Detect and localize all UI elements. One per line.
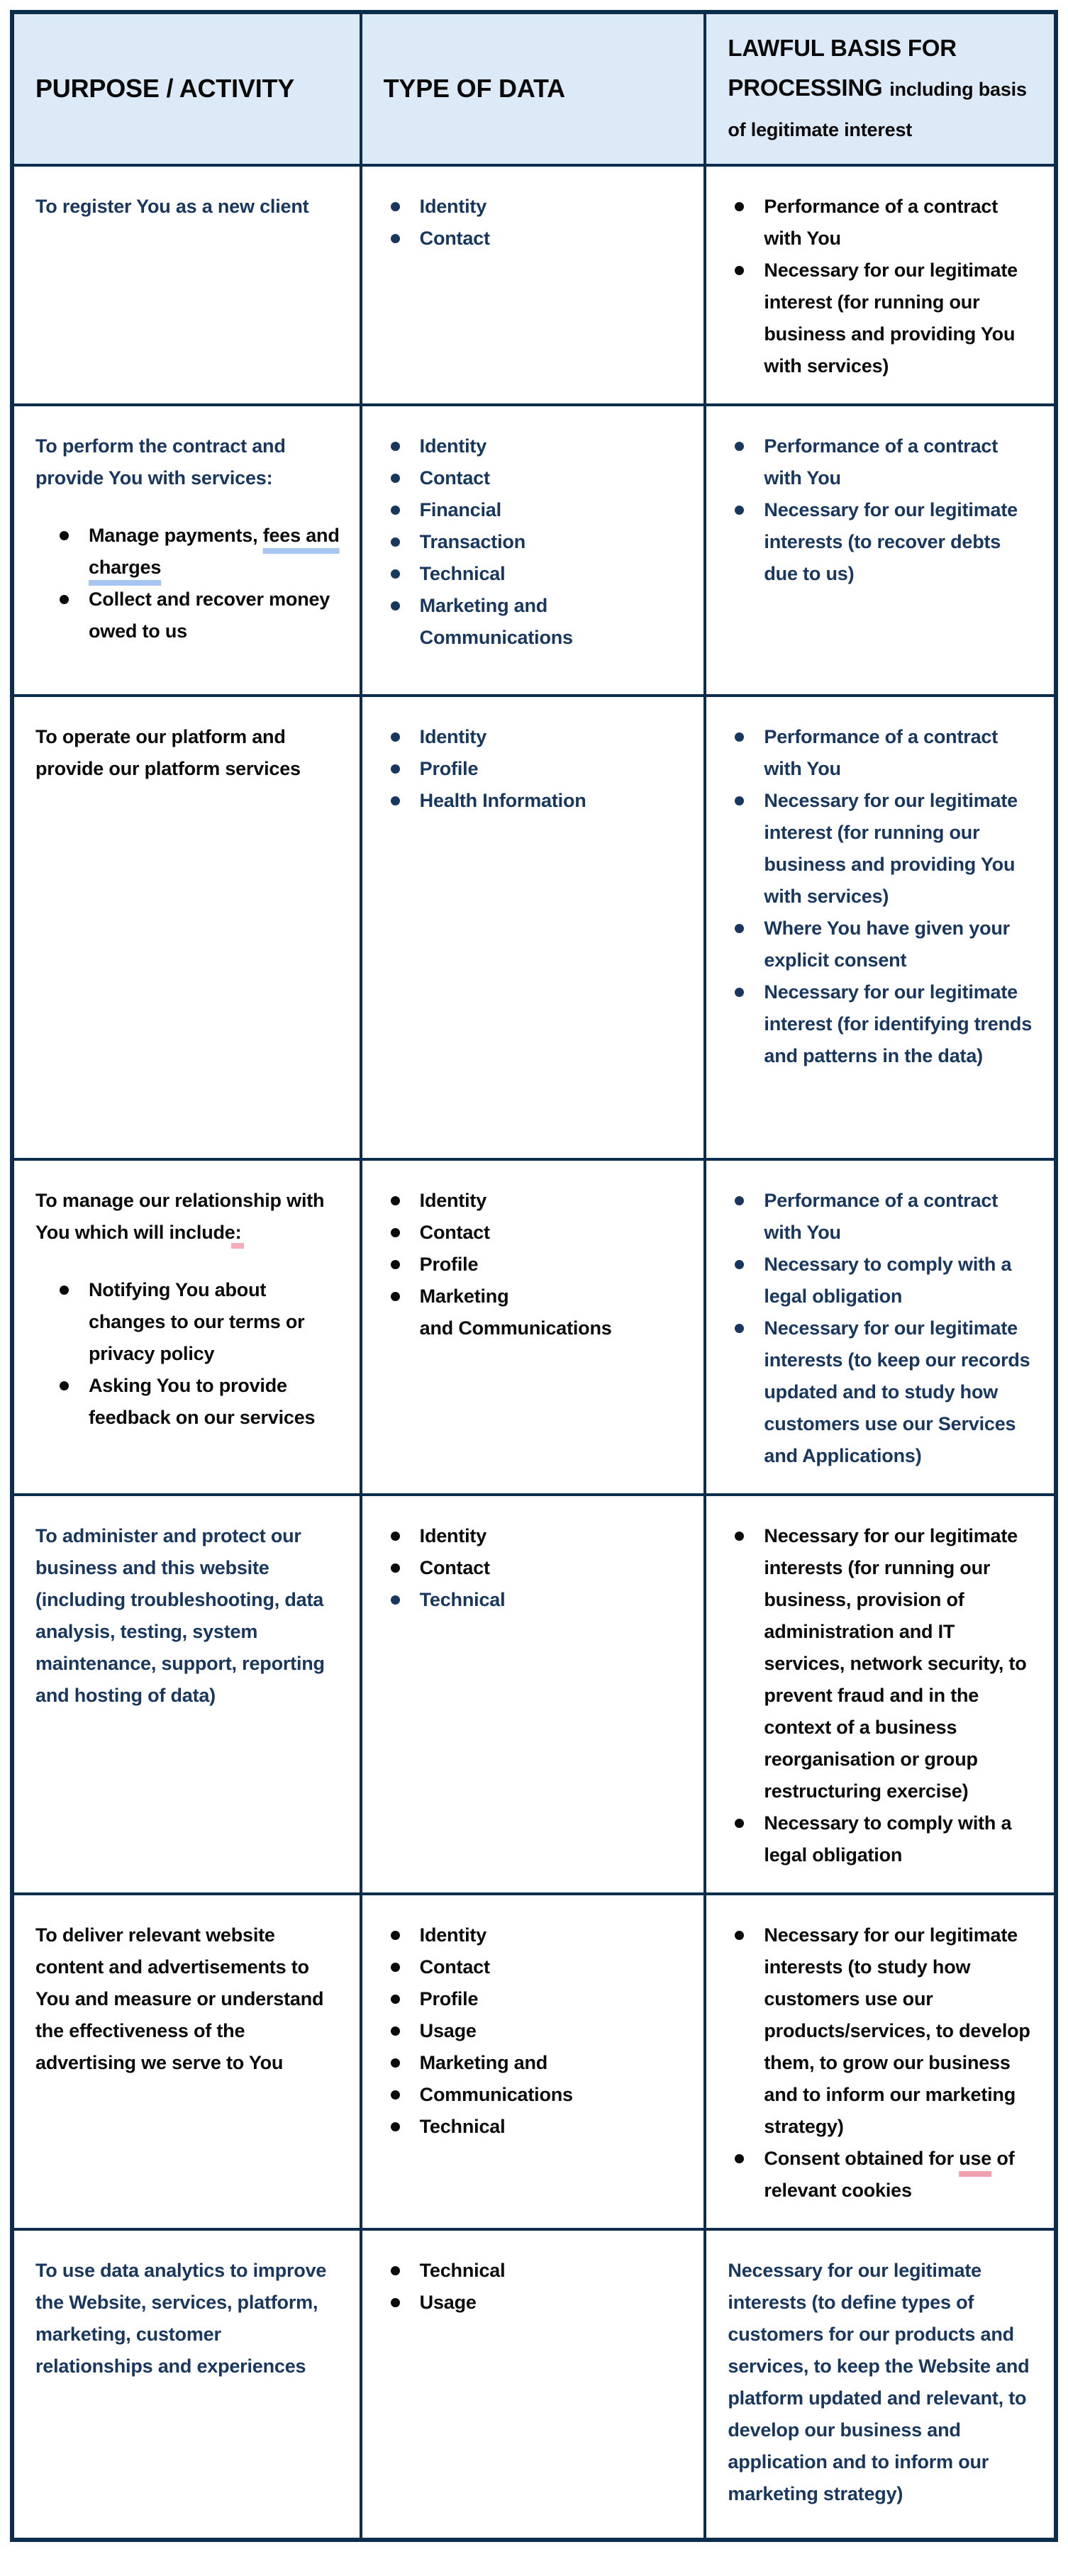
list-item [391, 1552, 687, 1584]
type-of-data-cell [361, 405, 706, 696]
bullet-icon [391, 234, 400, 243]
header-type-of-data [361, 12, 706, 165]
text-run: Identity [419, 726, 487, 747]
table-row [12, 165, 1056, 405]
text-run: Contact [419, 1557, 490, 1578]
bullet-icon [391, 474, 400, 483]
text-run: Marketing and Communications [419, 1286, 612, 1339]
type-of-data-cell [361, 1495, 706, 1894]
list-item [60, 1370, 343, 1434]
text-run: Performance of a contract with You [764, 435, 998, 489]
list-item-text [420, 1185, 687, 1217]
bullet-icon [391, 506, 400, 515]
bullet-list [384, 1520, 687, 1616]
text-run: of relevant cookies [764, 2148, 1015, 2201]
bullet-list [384, 2255, 687, 2319]
table-row [12, 1894, 1056, 2229]
bullet-list [384, 721, 687, 817]
purpose-cell [12, 1894, 361, 2229]
bullet-icon [391, 2058, 400, 2068]
list-item [391, 2255, 687, 2287]
list-item-text [420, 494, 687, 526]
purpose-cell [12, 1495, 361, 1894]
purpose-cell [12, 405, 361, 696]
list-item [391, 191, 687, 223]
list-item-text [420, 1281, 687, 1344]
text-run: Financial [419, 499, 501, 520]
text-run: Transaction [419, 531, 525, 552]
bullet-list [728, 1919, 1037, 2207]
type-of-data-cell [361, 2229, 706, 2540]
lawful-basis-cell [705, 1495, 1056, 1894]
list-item-text [420, 2255, 687, 2287]
type-of-data-cell [361, 1159, 706, 1495]
bullet-list [384, 1919, 687, 2143]
list-item-text [764, 255, 1037, 382]
list-item [735, 1312, 1037, 1472]
text-run: Performance of a contract with You [764, 726, 998, 779]
bullet-list [384, 430, 687, 654]
list-item [735, 1185, 1037, 1249]
text-run: Usage [419, 2020, 477, 2041]
text-run: Necessary for our legitimate interests (to study how customers use our products/services, to develop them, to grow our business and to inform our marketing strategy) [764, 1924, 1030, 2137]
list-item-text [89, 1370, 343, 1434]
bullet-list [728, 1185, 1037, 1472]
bullet-icon [391, 2090, 400, 2100]
list-item [391, 462, 687, 494]
text-run: Marketing and Communications [419, 595, 573, 648]
text-run: To perform the contract and provide You with services: [35, 435, 286, 489]
list-item [735, 976, 1037, 1072]
list-item [735, 721, 1037, 785]
purpose-cell [12, 696, 361, 1159]
list-item [391, 1951, 687, 1983]
bullet-icon [735, 202, 744, 211]
list-item-text [420, 430, 687, 462]
list-item [735, 1919, 1037, 2143]
text-run: Necessary for our legitimate interest (for identifying trends and patterns in the data) [764, 981, 1033, 1066]
bullet-icon [391, 537, 400, 547]
list-item [391, 494, 687, 526]
bullet-icon [735, 2154, 744, 2163]
list-item-text [764, 1312, 1037, 1472]
list-item-text [420, 2047, 687, 2079]
bullet-icon [60, 595, 69, 604]
text-run: To operate our platform and provide our platform services [35, 726, 301, 779]
bullet-icon [735, 506, 744, 515]
bullet-list [35, 1274, 343, 1434]
bullet-icon [735, 1196, 744, 1205]
header-purpose [12, 12, 361, 165]
list-item [735, 913, 1037, 976]
text-run: Profile [419, 1988, 479, 2009]
bullet-icon [391, 1532, 400, 1541]
table-row [12, 1159, 1056, 1495]
list-item [735, 430, 1037, 494]
text-run: use [959, 2148, 992, 2169]
list-item-text [420, 785, 687, 817]
list-item [391, 590, 687, 654]
list-item-text [420, 2287, 687, 2319]
text-run: Manage payments, [89, 525, 263, 546]
list-item-text [764, 494, 1037, 590]
list-item [391, 2111, 687, 2143]
bullet-list [728, 1520, 1037, 1871]
text-run: Identity [419, 1924, 487, 1946]
bullet-icon [391, 1292, 400, 1301]
text-run: Performance of a contract with You [764, 196, 998, 249]
text-run: Health Information [419, 790, 586, 811]
list-item [391, 1919, 687, 1951]
paragraph [35, 1919, 343, 2079]
bullet-icon [391, 1963, 400, 1972]
list-item-text [764, 191, 1037, 255]
bullet-list [728, 721, 1037, 1072]
bullet-list [35, 520, 343, 647]
text-run: fees and charges [89, 525, 340, 578]
paragraph [728, 2255, 1037, 2510]
text-run: Technical [419, 2116, 506, 2137]
list-item-text [420, 191, 687, 223]
list-item-text [764, 1185, 1037, 1249]
text-run: To administer and protect our business and this website (including troubleshooting, data analysis, testing, system maintenance, support, reporting and hosting of data) [35, 1525, 325, 1706]
text-run: Usage [419, 2292, 477, 2313]
list-item-text [89, 520, 343, 584]
table-row [12, 405, 1056, 696]
lawful-basis-cell [705, 1894, 1056, 2229]
bullet-icon [391, 1931, 400, 1940]
bullet-icon [735, 924, 744, 933]
text-run: Technical [419, 2260, 506, 2281]
bullet-icon [391, 2122, 400, 2131]
table-row [12, 696, 1056, 1159]
paragraph [35, 191, 343, 223]
bullet-icon [735, 442, 744, 451]
text-run: Necessary for our legitimate interests (for running our business, provision of administration and IT services, network security, to prevent fraud and in the context of a business reorganisation or group restructuring exercise) [764, 1525, 1027, 1802]
list-item-text [764, 721, 1037, 785]
list-item [391, 2287, 687, 2319]
list-item [391, 1281, 687, 1344]
list-item-text [420, 1552, 687, 1584]
list-item-text [420, 1919, 687, 1951]
lawful-basis-cell [705, 405, 1056, 696]
text-run: Necessary to comply with a legal obligation [764, 1254, 1012, 1307]
paragraph [35, 1520, 343, 1712]
table-body [12, 165, 1056, 2540]
text-run: Identity [419, 1190, 487, 1211]
list-item-text [420, 2111, 687, 2143]
bullet-list [728, 430, 1037, 590]
bullet-icon [735, 1931, 744, 1940]
purpose-cell [12, 165, 361, 405]
list-item-text [420, 1520, 687, 1552]
list-item [60, 520, 343, 584]
list-item [735, 1807, 1037, 1871]
header-purpose-label: PURPOSE / ACTIVITY [35, 74, 295, 104]
bullet-icon [391, 2026, 400, 2036]
list-item [735, 2143, 1037, 2207]
lawful-basis-cell [705, 165, 1056, 405]
text-run: Technical [419, 1589, 506, 1610]
list-item [391, 2079, 687, 2111]
list-item [391, 526, 687, 558]
paragraph [35, 430, 343, 494]
text-run: To manage our relationship with You which will include: [35, 1190, 325, 1243]
bullet-icon [391, 1563, 400, 1573]
list-item-text [764, 1520, 1037, 1807]
text-run: Necessary to comply with a legal obligation [764, 1812, 1012, 1866]
text-run: Technical [419, 563, 506, 584]
list-item [60, 1274, 343, 1370]
bullet-icon [391, 796, 400, 805]
header-lawful-basis-main: LAWFUL BASIS FOR PROCESSING [728, 35, 957, 101]
list-item [391, 2047, 687, 2079]
list-item-text [764, 430, 1037, 494]
bullet-icon [735, 1324, 744, 1333]
header-lawful-basis [705, 12, 1056, 165]
processing-table [10, 10, 1058, 2542]
purpose-cell [12, 1159, 361, 1495]
bullet-icon [391, 732, 400, 742]
text-run: Necessary for our legitimate interests (to define types of customers for our products and services, to keep the Website and platform updated and relevant, to develop our business and application and to inform our marketing strategy) [728, 2260, 1030, 2504]
list-item-text [420, 462, 687, 494]
bullet-icon [735, 796, 744, 805]
list-item [391, 721, 687, 753]
list-item-text [764, 1807, 1037, 1871]
bullet-icon [60, 1286, 69, 1295]
list-item [391, 1520, 687, 1552]
text-run: Performance of a contract with You [764, 1190, 998, 1243]
bullet-icon [735, 1260, 744, 1269]
text-run: Notifying You about changes to our terms or privacy policy [89, 1279, 305, 1364]
paragraph [35, 721, 343, 785]
bullet-icon [391, 1595, 400, 1605]
table-row [12, 1495, 1056, 1894]
list-item-text [764, 1249, 1037, 1312]
bullet-icon [60, 531, 69, 540]
list-item-text [420, 2079, 687, 2111]
text-run: To register You as a new client [35, 196, 309, 217]
grammar-mark-icon [231, 1243, 244, 1249]
table-header [12, 12, 1056, 165]
bullet-icon [391, 1260, 400, 1269]
list-item-text [764, 785, 1037, 913]
list-item [391, 430, 687, 462]
list-item [735, 1249, 1037, 1312]
bullet-list [384, 1185, 687, 1344]
text-run: Necessary for our legitimate interest (for running our business and providing You with services) [764, 260, 1018, 377]
list-item-text [420, 223, 687, 255]
type-of-data-cell [361, 1894, 706, 2229]
text-run: Identity [419, 196, 487, 217]
text-run: Collect and recover money owed to us [89, 589, 330, 642]
text-run: Asking You to provide feedback on our services [89, 1375, 316, 1428]
list-item [391, 1983, 687, 2015]
text-run: Contact [419, 1956, 490, 1978]
list-item-text [420, 1951, 687, 1983]
text-run: Communications [419, 2084, 573, 2105]
list-item [391, 785, 687, 817]
text-run: Necessary for our legitimate interest (for running our business and providing You with services) [764, 790, 1018, 907]
bullet-icon [735, 266, 744, 275]
table-row [12, 2229, 1056, 2540]
list-item [391, 1185, 687, 1217]
bullet-icon [735, 1532, 744, 1541]
list-item-text [420, 1983, 687, 2015]
lawful-basis-cell [705, 696, 1056, 1159]
type-of-data-cell [361, 696, 706, 1159]
list-item-text [420, 753, 687, 785]
text-run: Profile [419, 758, 479, 779]
list-item-text [764, 1919, 1037, 2143]
bullet-list [384, 191, 687, 255]
list-item-text [420, 1217, 687, 1249]
bullet-icon [735, 732, 744, 742]
list-item [735, 785, 1037, 913]
bullet-list [728, 191, 1037, 382]
bullet-icon [391, 2298, 400, 2307]
list-item [391, 2015, 687, 2047]
list-item-text [420, 2015, 687, 2047]
text-run: Necessary for our legitimate interests (to recover debts due to us) [764, 499, 1018, 584]
list-item-text [89, 584, 343, 647]
bullet-icon [391, 601, 400, 610]
list-item [391, 558, 687, 590]
paragraph [35, 1185, 343, 1249]
bullet-icon [391, 442, 400, 451]
bullet-icon [735, 988, 744, 997]
lawful-basis-cell [705, 2229, 1056, 2540]
bullet-icon [391, 1995, 400, 2004]
list-item-text [764, 913, 1037, 976]
text-run: Marketing and [419, 2052, 548, 2073]
list-item-text [764, 976, 1037, 1072]
type-of-data-cell [361, 165, 706, 405]
text-run: Identity [419, 435, 487, 457]
text-run: Contact [419, 467, 490, 489]
bullet-icon [391, 764, 400, 774]
text-run: Contact [419, 228, 490, 249]
bullet-icon [735, 1819, 744, 1828]
list-item [391, 1584, 687, 1616]
list-item-text [764, 2143, 1037, 2207]
list-item [391, 753, 687, 785]
text-run: Where You have given your explicit consent [764, 918, 1010, 971]
bullet-icon [391, 1196, 400, 1205]
list-item [735, 191, 1037, 255]
list-item [60, 584, 343, 647]
list-item-text [89, 1274, 343, 1370]
list-item [735, 494, 1037, 590]
text-run: To use data analytics to improve the Website, services, platform, marketing, customer relationships and experiences [35, 2260, 327, 2377]
list-item-text [420, 721, 687, 753]
text-run: To deliver relevant website content and advertisements to You and measure or understand the effectiveness of the advertising we serve to You [35, 1924, 324, 2073]
lawful-basis-cell [705, 1159, 1056, 1495]
text-run: Necessary for our legitimate interests (to keep our records updated and to study how customers use our Services and Applications) [764, 1317, 1030, 1466]
bullet-icon [391, 569, 400, 579]
list-item-text [420, 1249, 687, 1281]
paragraph [35, 2255, 343, 2382]
bullet-icon [60, 1381, 69, 1390]
list-item [391, 223, 687, 255]
header-type-of-data-label: TYPE OF DATA [383, 74, 565, 104]
list-item [391, 1249, 687, 1281]
header-lawful-basis-sub: including basis of legitimate interest [728, 79, 1027, 140]
bullet-icon [391, 1228, 400, 1237]
text-run: Contact [419, 1222, 490, 1243]
bullet-icon [391, 202, 400, 211]
purpose-cell [12, 2229, 361, 2540]
list-item [735, 255, 1037, 382]
list-item-text [420, 558, 687, 590]
text-run: Profile [419, 1254, 479, 1275]
list-item [391, 1217, 687, 1249]
bullet-icon [391, 2266, 400, 2275]
list-item-text [420, 1584, 687, 1616]
list-item [735, 1520, 1037, 1807]
list-item-text [420, 590, 687, 654]
list-item-text [420, 526, 687, 558]
text-run: Identity [419, 1525, 487, 1546]
text-run: Consent obtained for [764, 2148, 959, 2169]
header-row [12, 12, 1056, 165]
